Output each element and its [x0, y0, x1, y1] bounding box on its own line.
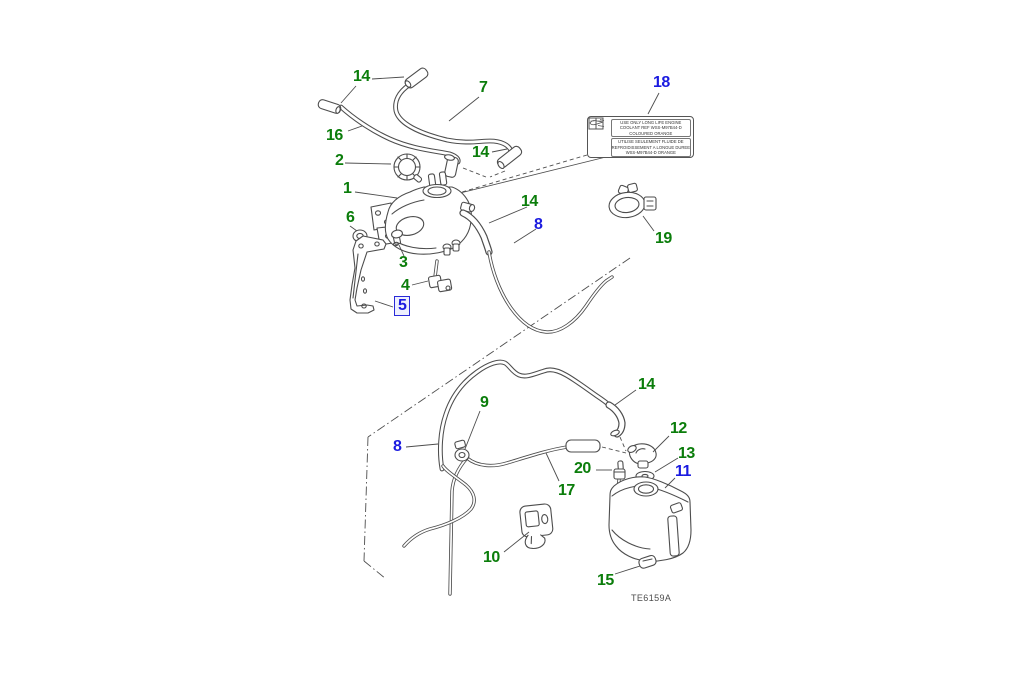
callout-14-mid[interactable]: 14 [472, 144, 489, 161]
callout-12[interactable]: 12 [670, 420, 687, 437]
callout-10[interactable]: 10 [483, 549, 500, 566]
callout-18[interactable]: 18 [653, 74, 670, 91]
callout-4[interactable]: 4 [401, 277, 410, 294]
callout-2[interactable]: 2 [335, 152, 344, 169]
bracket-5[interactable] [350, 236, 386, 313]
callout-19[interactable]: 19 [655, 230, 672, 247]
callout-11[interactable]: 11 [675, 463, 691, 480]
plate-text-column [611, 119, 691, 155]
clip-9[interactable] [454, 440, 469, 461]
connector-14-tank[interactable] [444, 154, 459, 178]
drawing-reference: TE6159A [631, 593, 672, 603]
filler-cap-2[interactable] [394, 154, 422, 183]
plate-icon-column [590, 119, 609, 155]
connector-14-left[interactable] [317, 99, 342, 115]
callout-6[interactable]: 6 [346, 209, 355, 226]
pipe-17-s-bend[interactable] [404, 466, 474, 546]
callout-20[interactable]: 20 [574, 460, 591, 477]
callout-14-top[interactable]: 14 [353, 68, 370, 85]
connector-14-lower[interactable] [609, 405, 626, 451]
clip-10[interactable] [519, 503, 554, 549]
elbow-12[interactable] [627, 444, 657, 468]
callout-7[interactable]: 7 [479, 79, 488, 96]
plate-text-french: UTILISE SEULEMENT FLUIDE DE REFROIDISSEMENT A LONGUE DUREE WSS-M97B44-D ORANGE [611, 139, 690, 156]
clamp-19[interactable] [608, 183, 656, 220]
callout-5[interactable]: 5 [394, 296, 410, 316]
connector-14-top[interactable] [404, 66, 430, 89]
callout-14-right[interactable]: 14 [521, 193, 538, 210]
callout-17[interactable]: 17 [558, 482, 575, 499]
reservoir-11[interactable] [609, 477, 691, 561]
callout-16[interactable]: 16 [326, 127, 343, 144]
callout-1[interactable]: 1 [343, 180, 352, 197]
callout-3[interactable]: 3 [399, 254, 408, 271]
sensor-4[interactable] [428, 261, 452, 292]
callout-9[interactable]: 9 [480, 394, 489, 411]
callout-13[interactable]: 13 [678, 445, 695, 462]
callout-8-lower[interactable]: 8 [393, 438, 402, 455]
callout-15[interactable]: 15 [597, 572, 614, 589]
coolant-spec-label[interactable] [587, 116, 694, 158]
callout-8-upper[interactable]: 8 [534, 216, 543, 233]
plate-text-english: USE ONLY LONG LIFE ENGINE COOLANT REF WSS-M97B44-D COLOURED ORANGE [611, 119, 691, 137]
callout-14-lower[interactable]: 14 [638, 376, 655, 393]
